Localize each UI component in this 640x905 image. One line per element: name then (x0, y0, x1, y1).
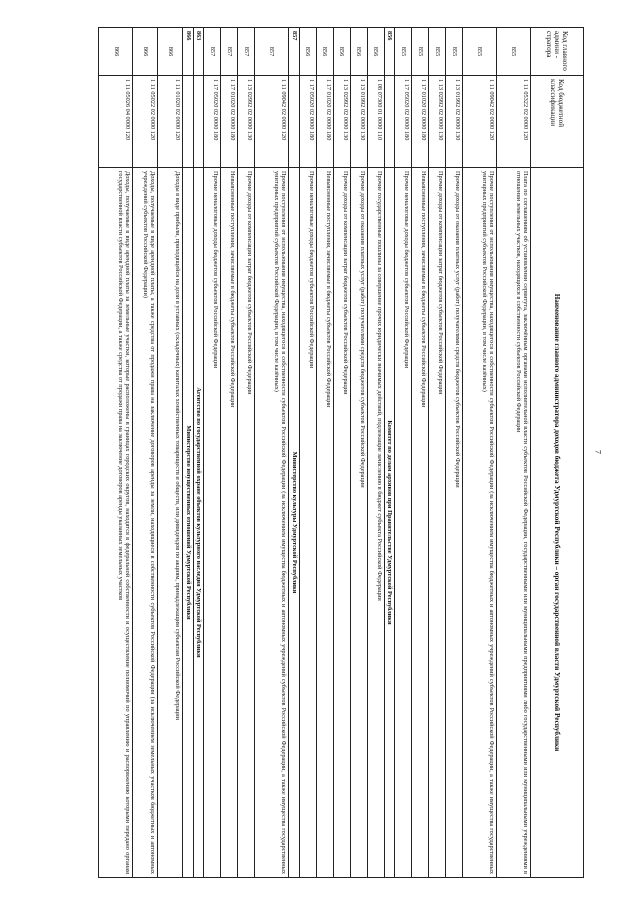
budget-code-cell: 1 11 05022 02 0000 120 (133, 76, 158, 168)
table-row (367, 28, 384, 878)
revenue-name-cell: Невыясненные поступления, зачисляемые в бюджеты субъектов Российской Федерации (316, 168, 333, 878)
admin-code-cell: 855 (463, 28, 497, 76)
budget-code-cell: 1 17 01020 02 0000 180 (316, 76, 333, 168)
revenue-name-cell: Невыясненные поступления, зачисляемые в бюджеты субъектов Российской Федерации (221, 168, 238, 878)
budget-code-cell: 1 17 05020 02 0000 180 (204, 76, 221, 168)
budget-code-cell: 1 08 07300 01 0000 110 (367, 76, 384, 168)
table-row (158, 28, 183, 878)
table-row (463, 28, 497, 878)
header-admin-code: Код главного админи - стратора (531, 28, 584, 76)
header-budget-code: Код бюджетной классификации (531, 76, 584, 168)
admin-code-cell: 855 (446, 28, 463, 76)
revenue-name-cell: Невыясненные поступления, зачисляемые в бюджеты субъектов Российской Федерации (412, 168, 429, 878)
table-row (429, 28, 446, 878)
budget-code-cell: 1 13 02992 02 0000 130 (238, 76, 255, 168)
budget-code-cell: 1 11 05026 04 0000 120 (99, 76, 133, 168)
admin-code-cell: 856 (299, 28, 316, 76)
admin-code-cell: 855 (395, 28, 412, 76)
revenue-name-cell: Прочие неналоговые доходы бюджетов субъектов Российской Федерации (204, 168, 221, 878)
admin-code-cell: 856 (350, 28, 367, 76)
agency-name-cell: Министерство культуры Удмуртской Республики (289, 168, 299, 878)
budget-code-cell: 1 11 09042 02 0000 120 (255, 76, 289, 168)
agency-name-cell: Комитет по делам архивов при Правительстве Удмуртской Республики (384, 168, 394, 878)
table-row (350, 28, 367, 878)
table-row (299, 28, 316, 878)
empty-code-cell (384, 76, 394, 168)
table-row (238, 28, 255, 878)
admin-code-cell: 855 (497, 28, 531, 76)
admin-code-cell: 863 (193, 28, 203, 76)
budget-code-cell: 1 17 05020 02 0000 180 (299, 76, 316, 168)
table-row (255, 28, 289, 878)
empty-code-cell (289, 76, 299, 168)
table-header (531, 28, 584, 878)
revenue-name-cell: Прочие неналоговые доходы бюджетов субъектов Российской Федерации (299, 168, 316, 878)
empty-code-cell (193, 76, 203, 168)
table-row (412, 28, 429, 878)
revenue-name-cell: Доходы, получаемые в виде арендной платы за земельные участки, которые расположены в границах городских округов, находятся в федеральной собственности и осуществление полномочий по управлению и распоряжению которыми передано органам государственной власти субъектов Российской Федерации, а также средства от продажи права на заключение договоров аренды указанных земельных участков (99, 168, 133, 878)
admin-code-cell: 855 (429, 28, 446, 76)
agency-name-cell: Министерство имущественных отношений Удмуртской Республики (183, 168, 193, 878)
admin-code-cell: 856 (367, 28, 384, 76)
header-administrator-name: Наименование главного администратора доходов бюджета Удмуртской Республики – орган государственной власти Удмуртской Республики (531, 168, 584, 878)
agency-heading-row (289, 28, 299, 878)
table-row (204, 28, 221, 878)
revenue-name-cell: Прочие доходы от оказания платных услуг (работ) получателями средств бюджетов субъектов Российской Федерации (350, 168, 367, 878)
budget-code-cell: 1 13 01992 02 0000 130 (446, 76, 463, 168)
budget-code-cell: 1 11 09042 02 0000 120 (463, 76, 497, 168)
budget-code-cell: 1 13 02992 02 0000 130 (333, 76, 350, 168)
table-row (333, 28, 350, 878)
admin-code-cell: 866 (133, 28, 158, 76)
admin-code-cell: 866 (99, 28, 133, 76)
admin-code-cell: 857 (255, 28, 289, 76)
agency-heading-row (193, 28, 203, 878)
revenue-name-cell: Прочие доходы от компенсации затрат бюджетов субъектов Российской Федерации (429, 168, 446, 878)
admin-code-cell: 866 (183, 28, 193, 76)
revenue-administrators-table (98, 27, 584, 878)
revenue-name-cell: Прочие поступления от использования имущества, находящегося в собственности субъектов Российской Федерации (за исключением имущества бюджетных и автономных учреждений субъектов Российской Федерации, а также имущества государственных унитарных предприятий субъектов Российской Федерации, в том числе казённых) (463, 168, 497, 878)
revenue-name-cell: Доходы, получаемые в виде арендной платы, а также средства от продажи права на заключение договоров аренды за земли, находящиеся в собственности субъектов Российской Федерации (за исключением земельных участков бюджетных и автономных учреждений субъектов Российской Федерации) (133, 168, 158, 878)
table-row (133, 28, 158, 878)
admin-code-cell: 856 (316, 28, 333, 76)
revenue-name-cell: Прочие государственные пошлины за совершение прочих юридически значимых действий, подлежащие зачислению в бюджет субъекта Российской Федерации (367, 168, 384, 878)
admin-code-cell: 857 (221, 28, 238, 76)
budget-code-cell: 1 13 02992 02 0000 130 (429, 76, 446, 168)
table-row (446, 28, 463, 878)
revenue-administrators-table-sheet (56, 27, 584, 877)
budget-code-cell: 1 17 01020 02 0000 180 (412, 76, 429, 168)
budget-code-cell: 1 17 01020 02 0000 180 (221, 76, 238, 168)
revenue-name-cell: Прочие неналоговые доходы бюджетов субъектов Российской Федерации (395, 168, 412, 878)
budget-code-cell: 1 13 01992 02 0000 130 (350, 76, 367, 168)
admin-code-cell: 856 (333, 28, 350, 76)
revenue-name-cell: Плата по соглашениям об установлении сервитута, заключённым органами исполнительной власти субъектов Российской Федерации, государственными или муниципальными предприятиями либо государственными или муниципальными учреждениями в отношении земельных участков, находящихся в собственности субъектов Российской Федерации (497, 168, 531, 878)
revenue-name-cell: Прочие доходы от оказания платных услуг (работ) получателями средств бюджетов субъектов Российской Федерации (446, 168, 463, 878)
budget-code-cell: 1 17 05020 02 0000 180 (395, 76, 412, 168)
table-row (497, 28, 531, 878)
revenue-name-cell: Прочие доходы от компенсации затрат бюджетов субъектов Российской Федерации (333, 168, 350, 878)
revenue-name-cell: Прочие поступления от использования имущества, находящегося в собственности субъектов Российской Федерации (за исключением имущества бюджетных и автономных учреждений субъектов Российской Федерации, а также имущества государственных унитарных предприятий субъектов Российской Федерации, в том числе казённых) (255, 168, 289, 878)
table-row (316, 28, 333, 878)
admin-code-cell: 857 (204, 28, 221, 76)
agency-name-cell: Агентство по государственной охране объектов культурного наследия Удмуртской Республики (193, 168, 203, 878)
budget-code-cell: 1 11 01020 02 0000 120 (158, 76, 183, 168)
page-number: 7 (593, 450, 603, 454)
admin-code-cell: 856 (384, 28, 394, 76)
admin-code-cell: 857 (289, 28, 299, 76)
admin-code-cell: 855 (412, 28, 429, 76)
empty-code-cell (183, 76, 193, 168)
agency-heading-row (384, 28, 394, 878)
revenue-name-cell: Доходы в виде прибыли, приходящейся на доли в уставных (складочных) капиталах хозяйственных товариществ и обществ, или дивидендов по акциям, принадлежащим субъектам Российской Федерации (158, 168, 183, 878)
admin-code-cell: 857 (238, 28, 255, 76)
table-row (221, 28, 238, 878)
budget-code-cell: 1 11 05322 02 0000 120 (497, 76, 531, 168)
table-body (99, 28, 531, 878)
table-row (395, 28, 412, 878)
agency-heading-row (183, 28, 193, 878)
table-row (99, 28, 133, 878)
revenue-name-cell: Прочие доходы от компенсации затрат бюджетов субъектов Российской Федерации (238, 168, 255, 878)
admin-code-cell: 866 (158, 28, 183, 76)
